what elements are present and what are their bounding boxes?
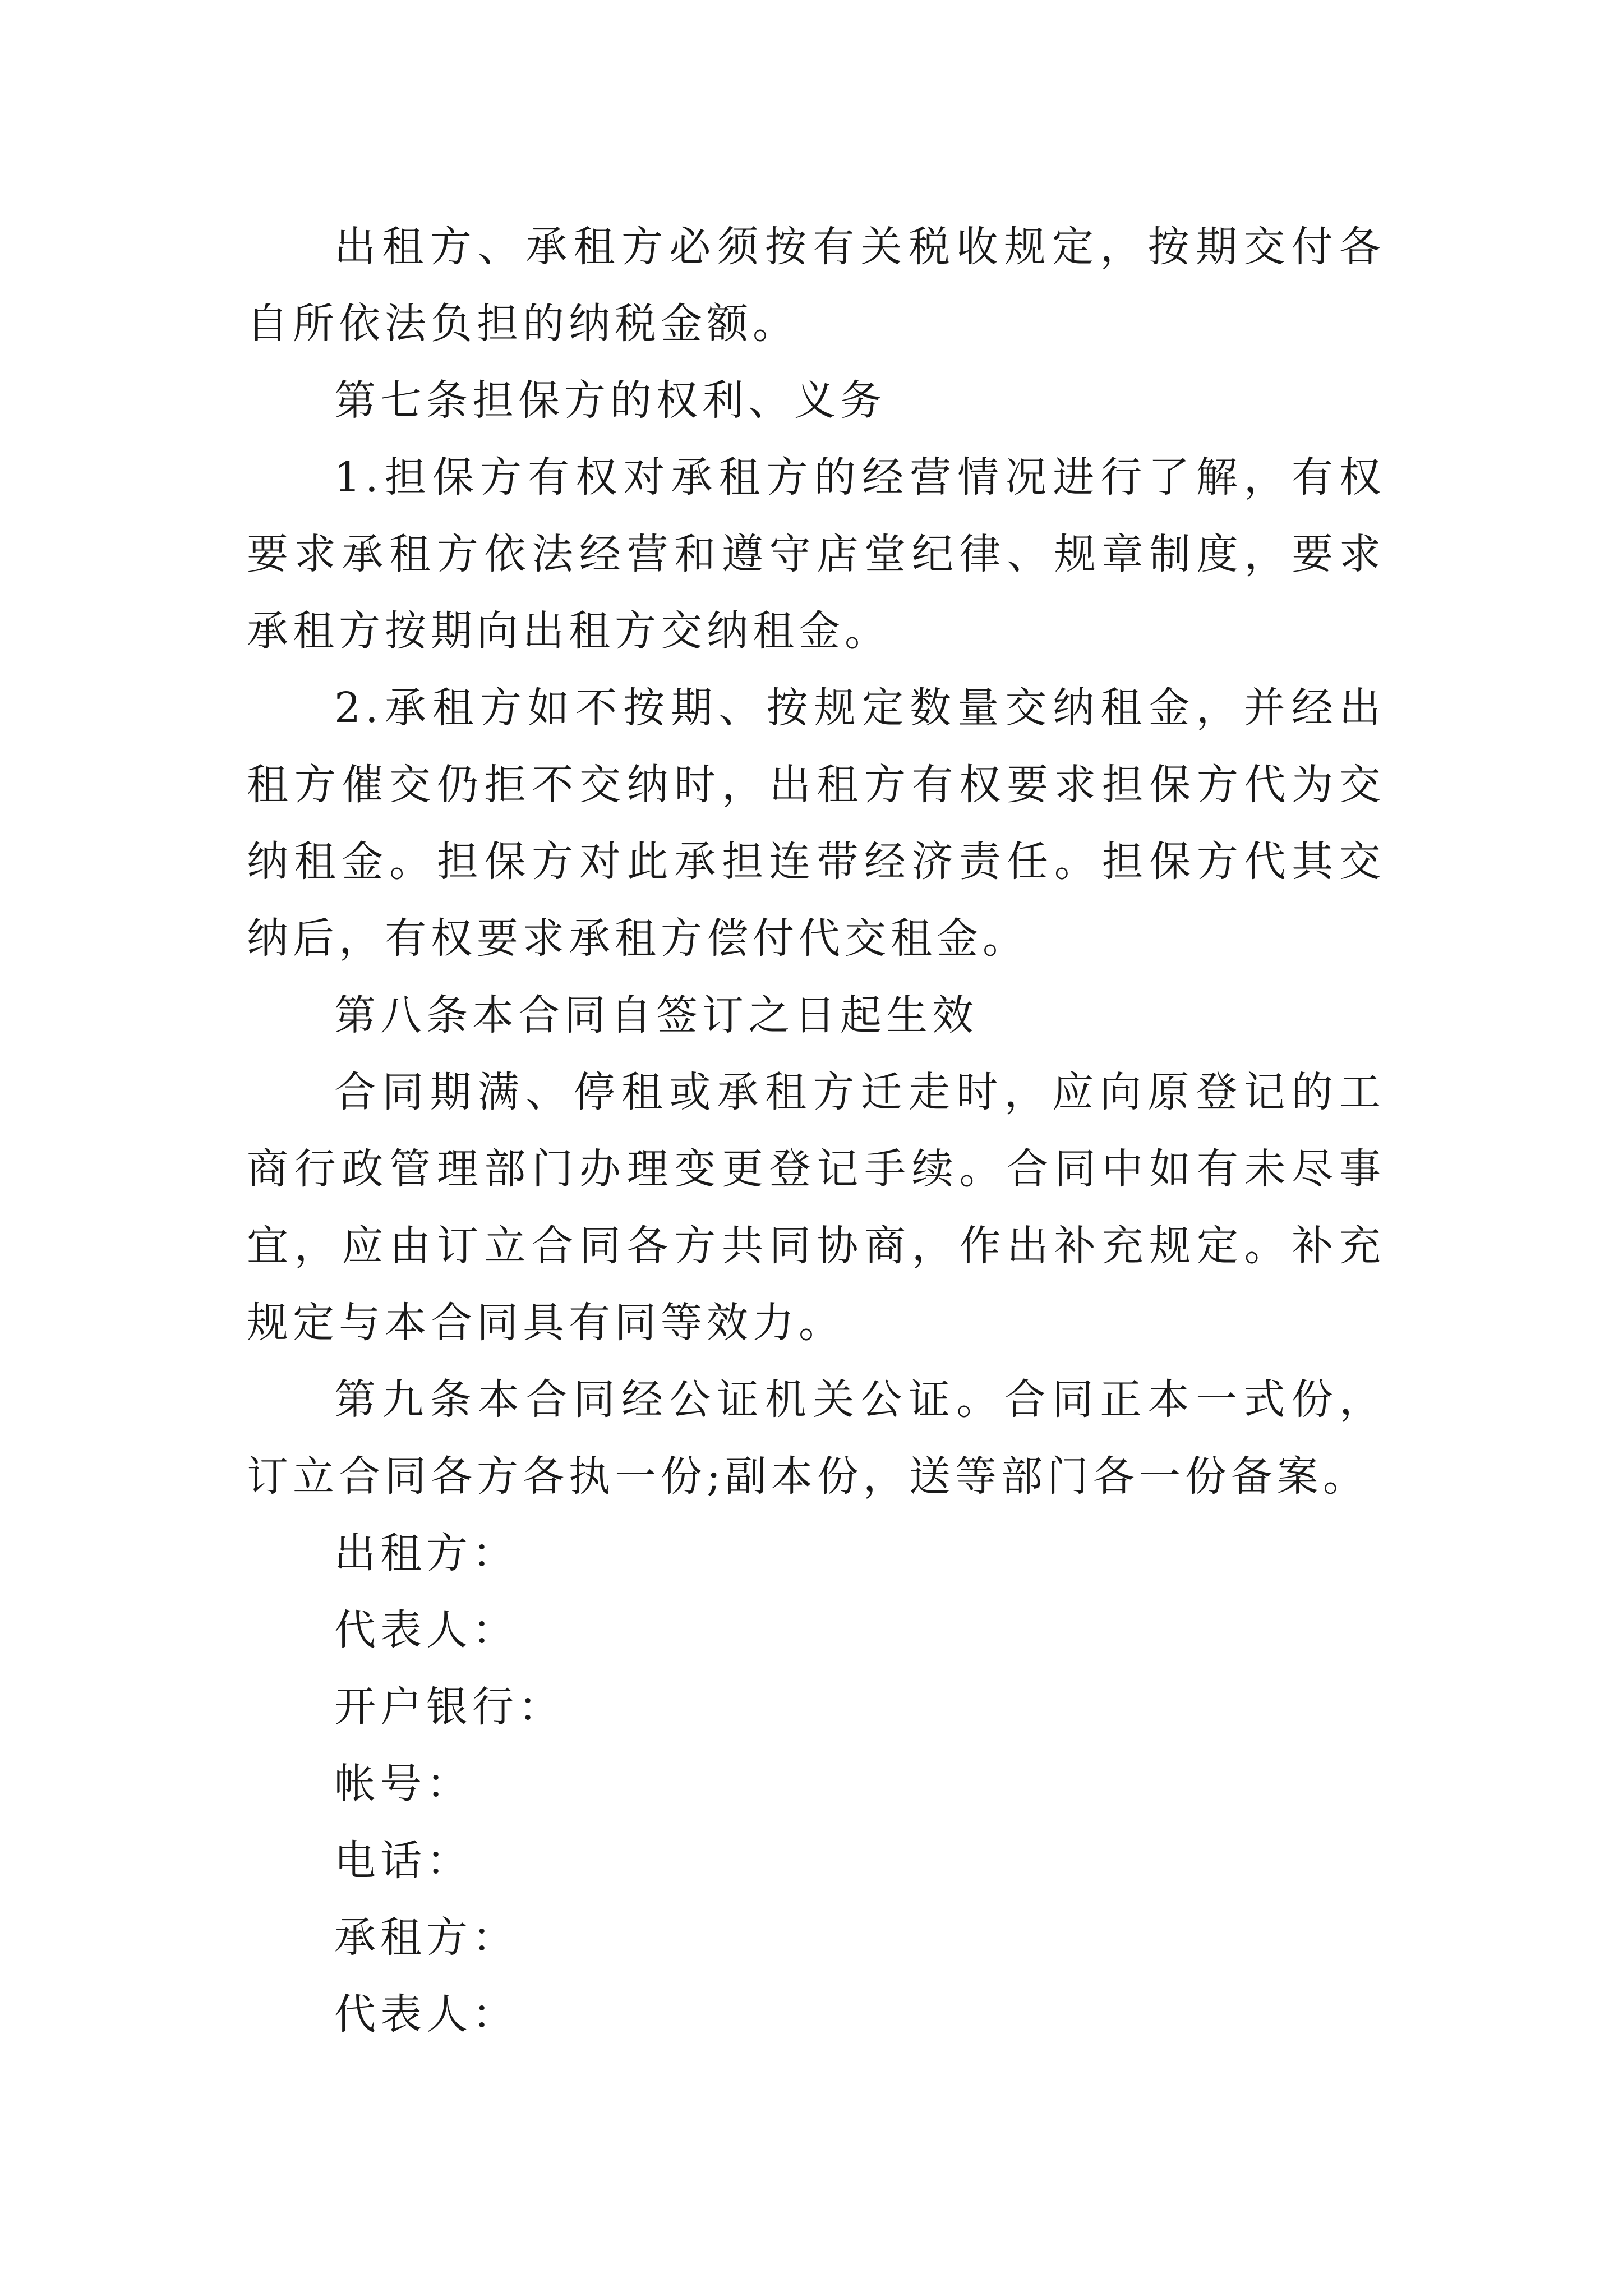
signature-field-lessee-representative: 代表人：	[334, 1990, 518, 2039]
heading-article-7: 第七条担保方的权利、义务	[334, 376, 886, 425]
paragraph-guarantor-right-2: 2.承租方如不按期、按规定数量交纳租金，并经出租方催交仍拒不交纳时，出租方有权要求担保方代为交纳租金。担保方对此承担连带经济责任。担保方代其交纳后，有权要求承租方偿付代交租金。	[247, 684, 1385, 963]
signature-field-phone: 电话：	[334, 1837, 472, 1885]
paragraph-article-9: 第九条本合同经公证机关公证。合同正本一式份，订立合同各方各执一份;副本份，送等部门各一份备案。	[247, 1375, 1385, 1501]
signature-field-lessor: 出租方：	[334, 1529, 518, 1577]
paragraph-guarantor-right-1: 1.担保方有权对承租方的经营情况进行了解，有权要求承租方依法经营和遵守店堂纪律、规章制度，要求承租方按期向出租方交纳租金。	[247, 453, 1385, 655]
paragraph-contract-expiry: 合同期满、停租或承租方迁走时，应向原登记的工商行政管理部门办理变更登记手续。合同中如有未尽事宜，应由订立合同各方共同协商，作出补充规定。补充规定与本合同具有同等效力。	[247, 1068, 1385, 1347]
heading-article-8: 第八条本合同自签订之日起生效	[334, 991, 978, 1039]
signature-field-representative: 代表人：	[334, 1606, 518, 1654]
signature-field-bank: 开户银行：	[334, 1683, 564, 1731]
paragraph-tax: 出租方、承租方必须按有关税收规定，按期交付各自所依法负担的纳税金额。	[247, 223, 1385, 348]
signature-field-account: 帐号：	[334, 1760, 472, 1808]
signature-field-lessee: 承租方：	[334, 1913, 518, 1962]
document-body	[247, 209, 1385, 2053]
